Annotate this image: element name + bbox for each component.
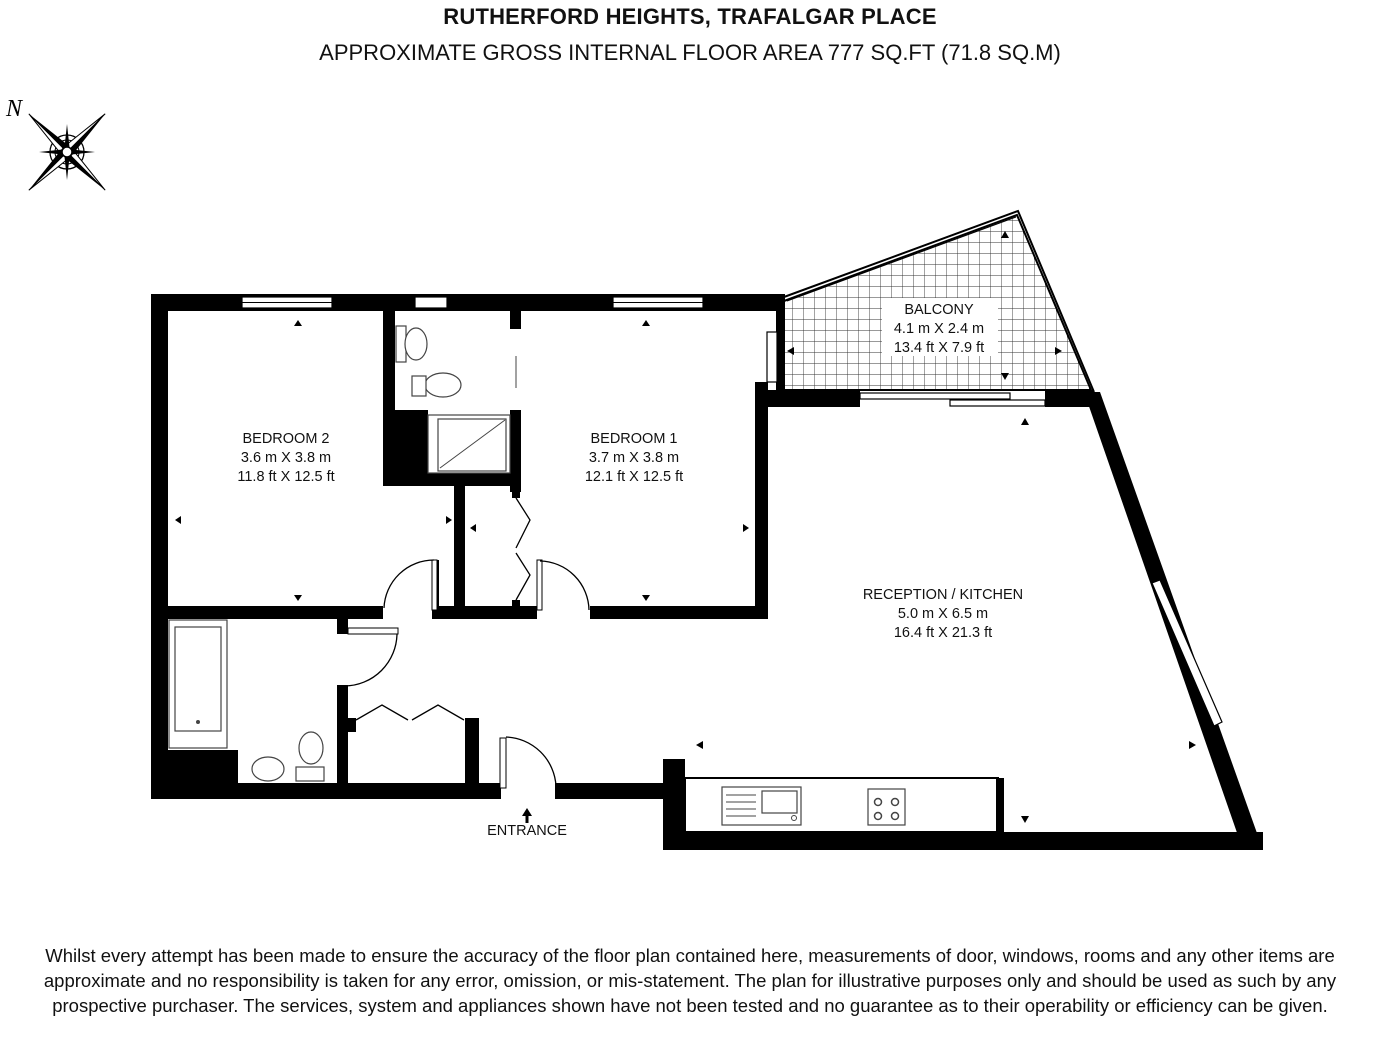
room-name: RECEPTION / KITCHEN <box>862 587 1024 603</box>
room-imperial: 12.1 ft X 12.5 ft <box>584 469 684 485</box>
disclaimer-text: Whilst every attempt has been made to ensure the accuracy of the floor plan contained here, measurements of door, windows, rooms and any other items are approximate and no responsibility is taken for any error, omission, or mis-statement. The plan for illustrative purposes only and should be used as such by any prospective purchaser. The services, system and appliances shown have not been tested and no guarantee as to their operability or efficiency can be given. <box>43 945 1337 1016</box>
room-metric: 4.1 m X 2.4 m <box>893 321 985 337</box>
north-label: N <box>6 96 23 122</box>
plan-title: RUTHERFORD HEIGHTS, TRAFALGAR PLACE <box>443 4 937 29</box>
room-metric: 3.6 m X 3.8 m <box>240 450 332 466</box>
room-label-reception-kitchen <box>863 587 1023 641</box>
room-name: BALCONY <box>904 302 974 318</box>
room-metric: 3.7 m X 3.8 m <box>588 450 680 466</box>
room-imperial: 16.4 ft X 21.3 ft <box>893 625 993 641</box>
entrance-label: ENTRANCE <box>487 823 567 839</box>
plan-subtitle: APPROXIMATE GROSS INTERNAL FLOOR AREA 777 SQ.FT (71.8 SQ.M) <box>319 40 1061 65</box>
room-label-balcony <box>882 298 998 356</box>
room-label-bedroom-1 <box>585 431 683 485</box>
room-imperial: 13.4 ft X 7.9 ft <box>893 340 985 356</box>
room-imperial: 11.8 ft X 12.5 ft <box>237 469 335 485</box>
compass-rose-icon <box>0 76 143 229</box>
room-name: BEDROOM 2 <box>242 431 330 447</box>
balcony-sliding-door <box>860 393 1045 406</box>
kitchen-counter <box>685 778 1004 832</box>
room-metric: 5.0 m X 6.5 m <box>897 606 989 622</box>
room-label-bedroom-2 <box>237 431 334 485</box>
room-name: BEDROOM 1 <box>590 431 678 447</box>
